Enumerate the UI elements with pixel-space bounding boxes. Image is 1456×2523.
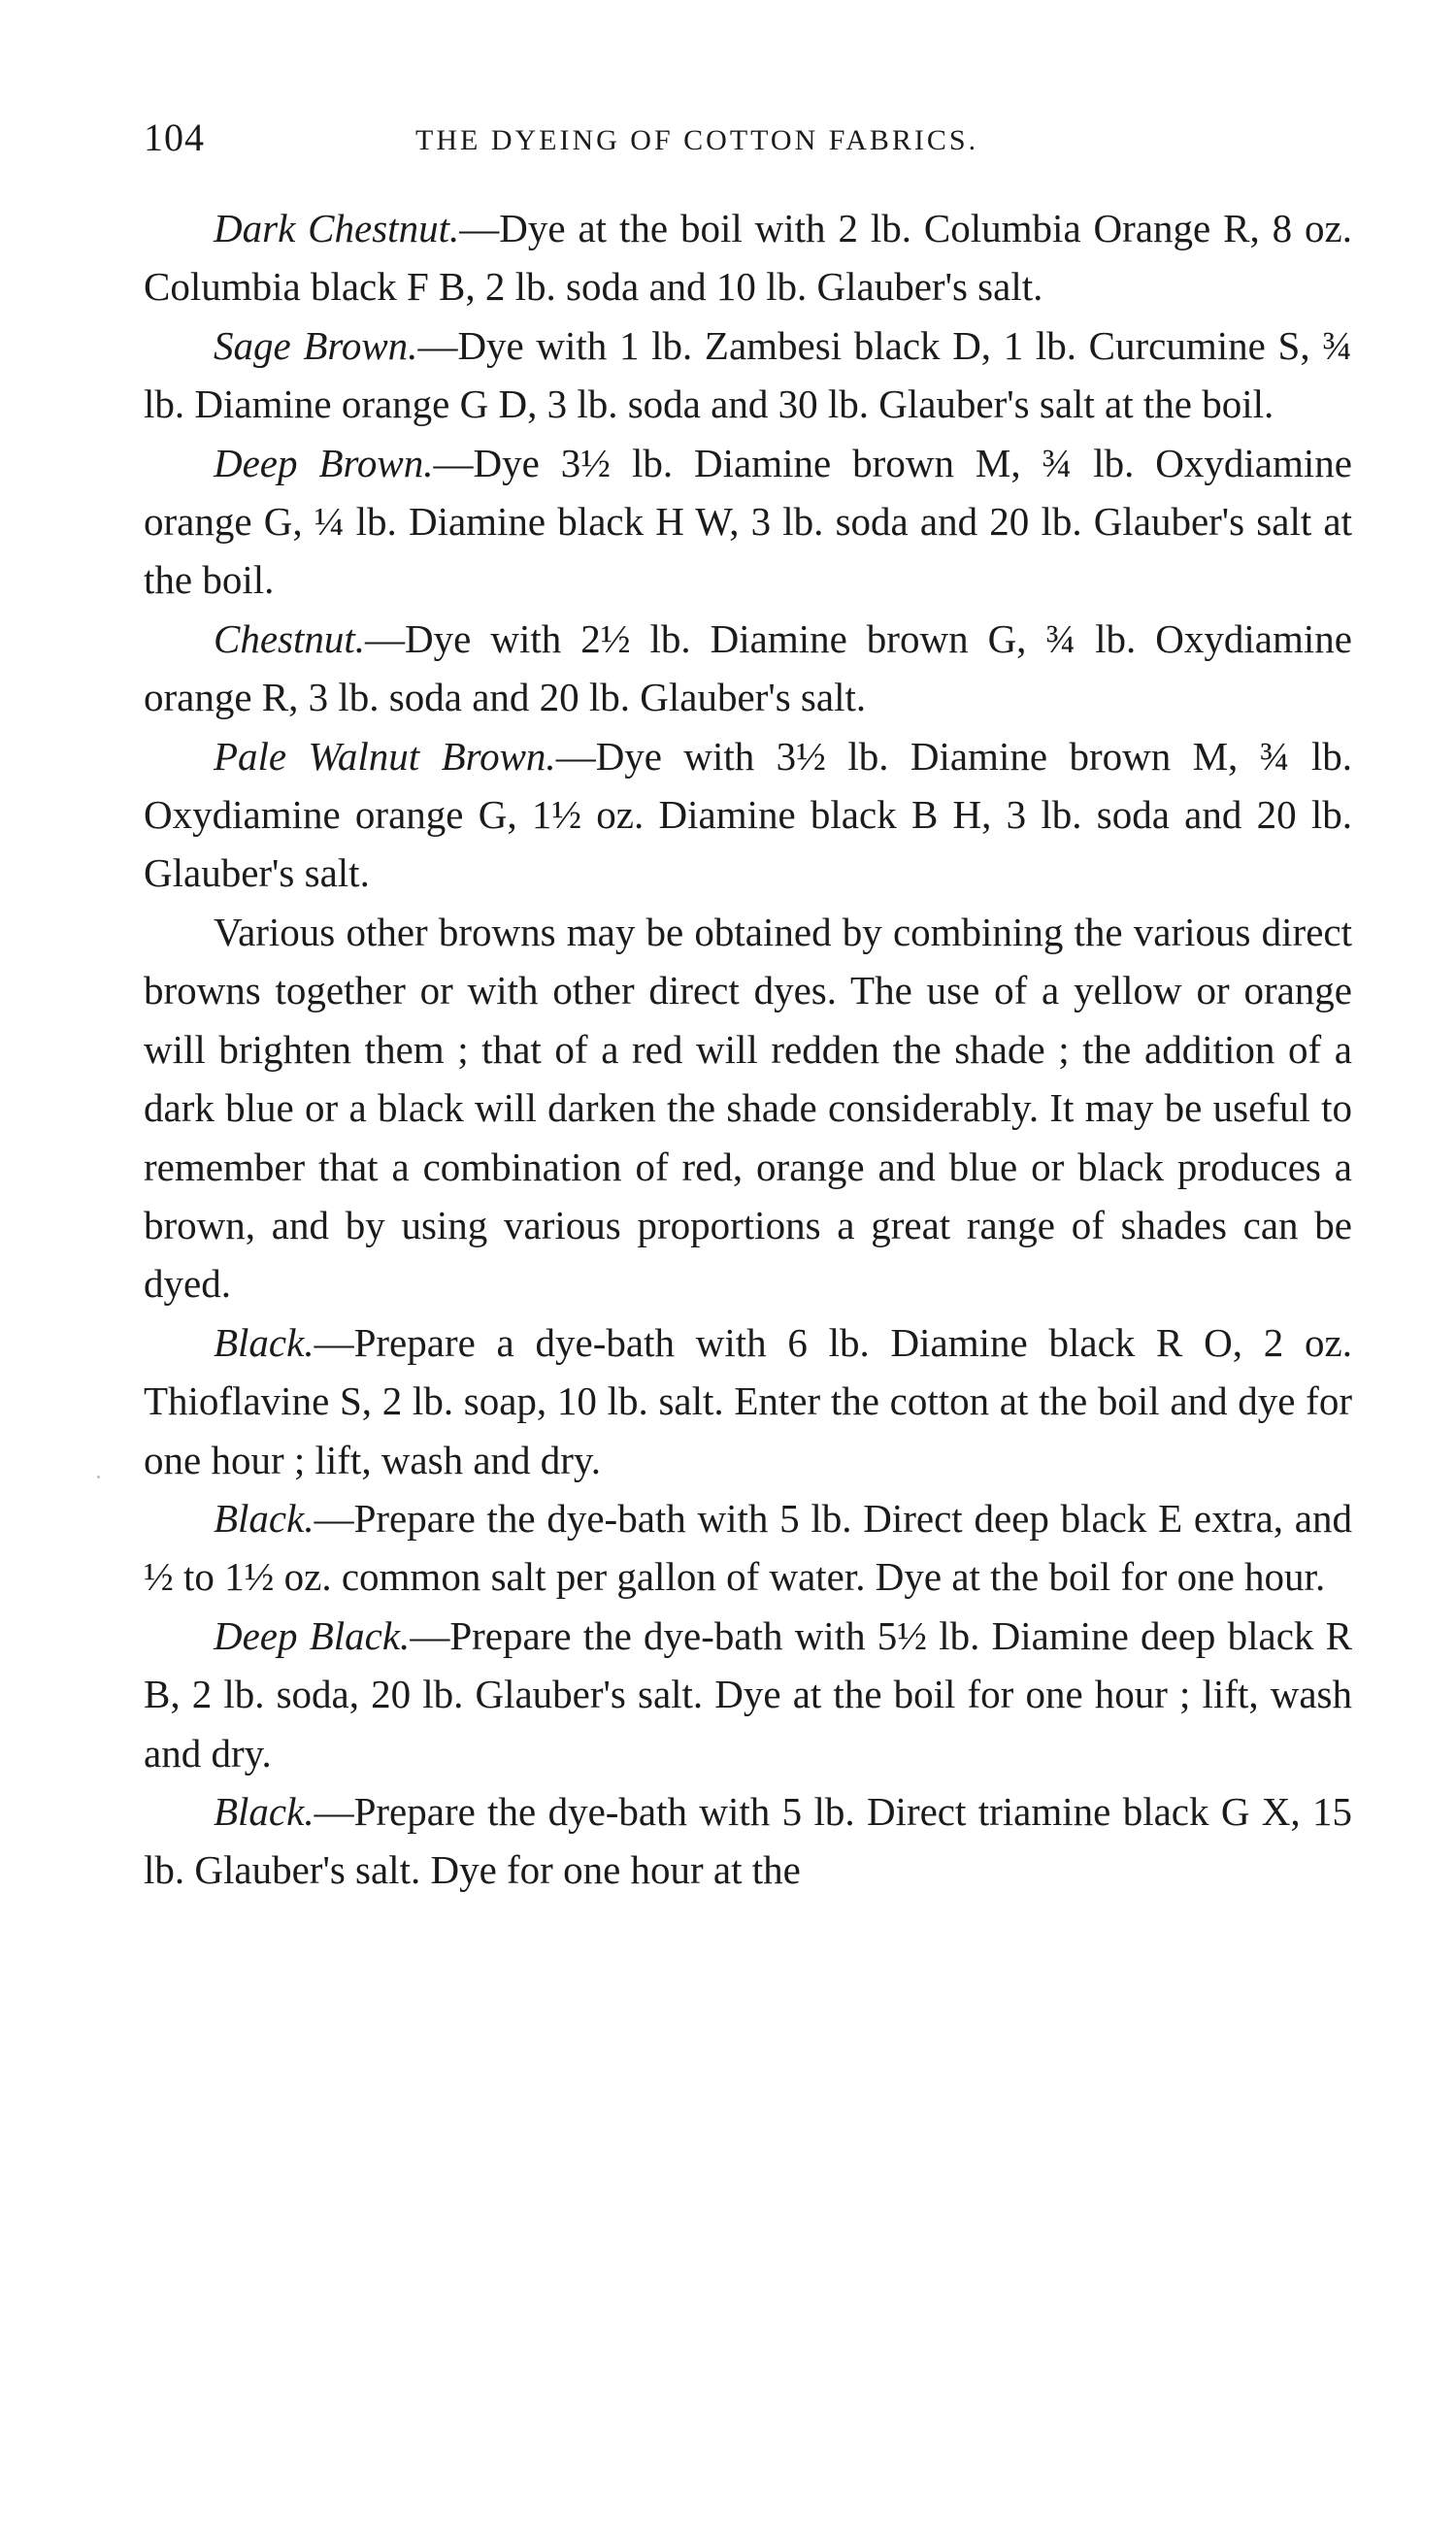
paragraph-lead: Chestnut. — [214, 615, 366, 661]
paragraph-sage-brown — [144, 316, 1352, 434]
paragraph-deep-brown — [144, 434, 1352, 610]
paragraph-black-2 — [144, 1489, 1352, 1607]
paragraph-lead: Black. — [214, 1495, 314, 1541]
paragraph-text: —Dye at the boil with 2 lb. Columbia Orange R, 8 oz. Columbia black F B, 2 lb. soda and 10 lb. Glauber's salt. — [144, 206, 1353, 310]
paragraph-text: —Prepare the dye-bath with 5½ lb. Diamine deep black R B, 2 lb. soda, 20 lb. Glauber's salt. Dye at the boil for one hour ; lift, wash and dry. — [144, 1612, 1352, 1776]
paragraph-lead: Black. — [214, 1788, 314, 1834]
paragraph-various-browns — [144, 903, 1352, 1313]
page-number: 104 — [144, 116, 205, 159]
body-text — [144, 199, 1352, 1900]
running-head — [144, 115, 1352, 163]
paragraph-text: Various other browns may be obtained by combining the various direct browns together or with other direct dyes. The use of a yellow or orange will brighten them ; that of a red will redden the shade ; the addition of a dark blue or a black will darken the shade considerably. It may be useful to remember that a combination of red, orange and blue or black produces a brown, and by using various proportions a great range of shades can be dyed. — [144, 909, 1352, 1307]
paragraph-lead: Deep Black. — [214, 1612, 411, 1658]
paragraph-black-1 — [144, 1313, 1352, 1489]
paragraph-text: —Prepare a dye-bath with 6 lb. Diamine black R O, 2 oz. Thioflavine S, 2 lb. soap, 10 lb. salt. Enter the cotton at the boil and dye for one hour ; lift, wash and dry. — [144, 1319, 1352, 1482]
paragraph-black-3 — [144, 1782, 1352, 1900]
paragraph-dark-chestnut — [144, 199, 1352, 316]
paragraph-text: —Dye with 3½ lb. Diamine brown M, ¾ lb. Oxydiamine orange G, 1½ oz. Diamine black B H, 3 lb. soda and 20 lb. Glauber's salt. — [144, 733, 1352, 896]
paragraph-text: —Dye with 2½ lb. Diamine brown G, ¾ lb. Oxydiamine orange R, 3 lb. soda and 20 lb. Glauber's salt. — [144, 615, 1352, 720]
paragraph-pale-walnut-brown — [144, 727, 1352, 903]
paragraph-lead: Sage Brown. — [214, 322, 418, 368]
margin-speck — [97, 1476, 100, 1478]
paragraph-lead: Black. — [214, 1319, 314, 1365]
paragraph-lead: Pale Walnut Brown. — [214, 733, 556, 779]
paragraph-lead: Deep Brown. — [214, 440, 434, 485]
running-title: THE DYEING OF COTTON FABRICS. — [415, 124, 979, 156]
paragraph-text: —Prepare the dye-bath with 5 lb. Direct deep black E extra, and ½ to 1½ oz. common salt per gallon of water. Dye at the boil for one hour. — [144, 1495, 1352, 1600]
paragraph-text: —Prepare the dye-bath with 5 lb. Direct triamine black G X, 15 lb. Glauber's salt. Dye for one hour at the — [144, 1788, 1352, 1893]
paragraph-chestnut — [144, 610, 1352, 727]
paragraph-lead: Dark Chestnut. — [214, 206, 460, 250]
paragraph-deep-black — [144, 1607, 1352, 1782]
paragraph-text: —Dye with 1 lb. Zambesi black D, 1 lb. Curcumine S, ¾ lb. Diamine orange G D, 3 lb. soda and 30 lb. Glauber's salt at the boil. — [144, 322, 1352, 427]
paragraph-text: —Dye 3½ lb. Diamine brown M, ¾ lb. Oxydiamine orange G, ¼ lb. Diamine black H W, 3 lb. soda and 20 lb. Glauber's salt at the boil. — [144, 440, 1352, 603]
